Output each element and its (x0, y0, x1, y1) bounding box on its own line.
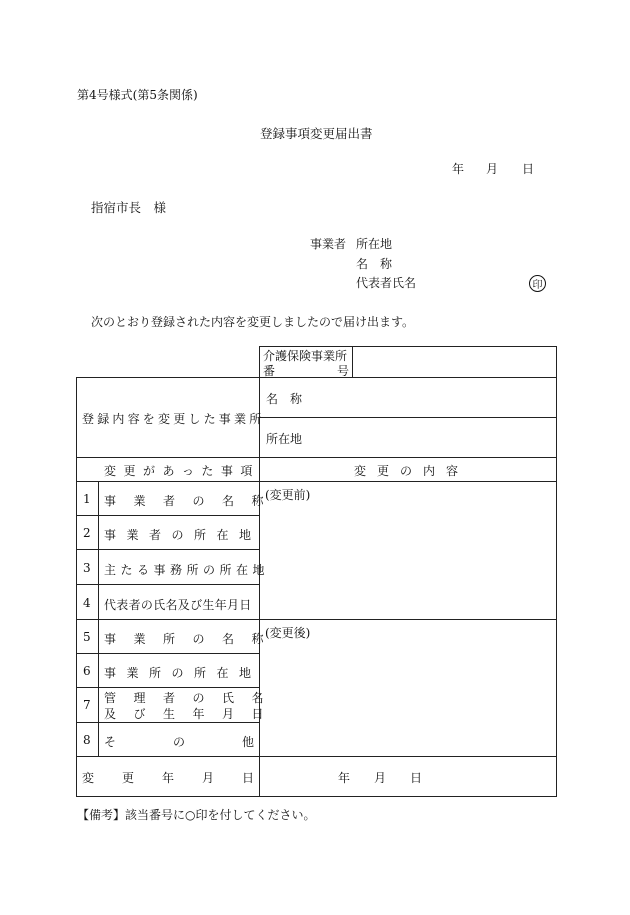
applicant-address-label: 所在地 (356, 237, 393, 251)
form-number: 第4号様式(第5条関係) (77, 88, 198, 102)
item-number: 3 (83, 561, 91, 575)
item-number: 1 (83, 492, 91, 506)
item-text: 代表者の氏名及び生年月日 (104, 598, 252, 612)
change-date-year: 年 (338, 771, 351, 785)
office-location-label: 所在地 (266, 432, 303, 446)
addressee: 指宿市長 様 (91, 200, 167, 215)
item-text: 事業者の名称 (104, 494, 282, 508)
item-number: 2 (83, 526, 91, 540)
item-text: 事業者の所在地 (104, 528, 262, 542)
seal-icon: 印 (529, 275, 546, 292)
applicant-name-label: 名 称 (356, 257, 393, 271)
item-text-line2: 及び生年月日 (104, 707, 282, 721)
after-content-field[interactable] (262, 640, 554, 754)
office-name-field[interactable] (320, 380, 554, 415)
changed-office-label: 登録内容を変更した事業所 (82, 412, 265, 426)
before-label: (変更前) (265, 488, 311, 502)
office-name-label: 名 称 (266, 392, 303, 406)
item-number: 5 (83, 630, 91, 644)
change-date-label: 変更年月日 (82, 771, 283, 785)
date-year-label: 年 (452, 162, 465, 176)
item-number: 8 (83, 733, 91, 747)
item-number: 6 (83, 664, 91, 678)
after-label: (変更後) (265, 626, 311, 640)
change-date-month: 月 (374, 771, 387, 785)
item-text: 事業所の名称 (104, 632, 282, 646)
item-text: 事業所の所在地 (104, 666, 262, 680)
items-header: 変更があった事項 (104, 464, 260, 478)
item-text-other: そ の 他 (104, 735, 254, 749)
content-header: 変更の内容 (354, 464, 470, 478)
applicant-rep-label: 代表者氏名 (356, 276, 417, 290)
office-location-field[interactable] (320, 420, 554, 455)
date-month-label: 月 (486, 162, 499, 176)
office-number-field[interactable] (354, 348, 554, 376)
date-day-label: 日 (522, 162, 535, 176)
change-date-day: 日 (410, 771, 423, 785)
office-number-label-line1: 介護保険事業所 (263, 349, 348, 363)
form-title: 登録事項変更届出書 (260, 126, 373, 141)
item-text: 主たる事務所の所在地 (104, 563, 270, 577)
item-number: 7 (83, 698, 91, 712)
item-number: 4 (83, 596, 91, 610)
before-content-field[interactable] (262, 502, 554, 617)
note-text: 【備考】該当番号に○印を付してください。 (77, 808, 316, 822)
applicant-label: 事業者 (310, 237, 347, 251)
intro-text: 次のとおり登録された内容を変更しましたので届け出ます。 (91, 315, 415, 329)
office-number-label-line2: 番 号 (263, 364, 349, 378)
seal-mark (529, 273, 546, 292)
item-text-line1: 管理者の氏名 (104, 691, 282, 705)
